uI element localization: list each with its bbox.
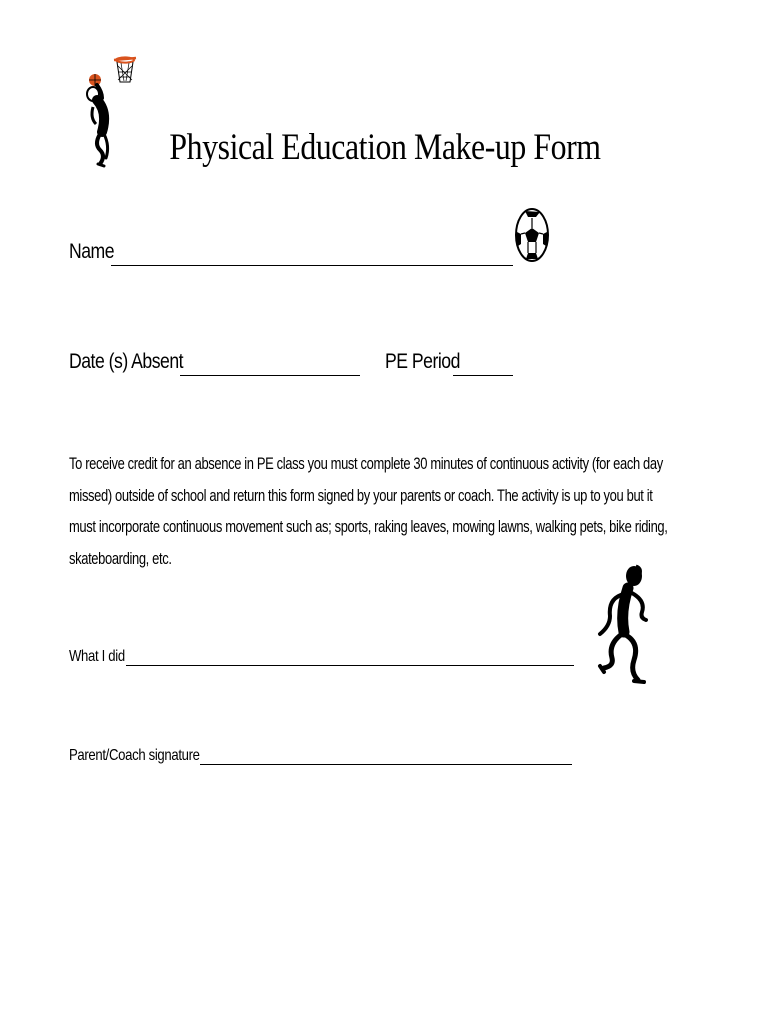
what-i-did-label: What I did [69,648,125,665]
signature-line[interactable] [200,764,572,765]
runner-icon [590,562,654,688]
name-label: Name [69,240,115,263]
instructions-line: missed) outside of school and return this form signed by your parents or coach. The activity is up to you but it [69,486,653,505]
page-title: Physical Education Make-up Form [169,127,601,168]
date-absent-label: Date (s) Absent [69,350,184,373]
pe-period-line[interactable] [453,375,513,376]
soccer-ball-icon [515,208,551,264]
instructions-line: To receive credit for an absence in PE class you must complete 30 minutes of continuous activity (for each day [69,455,663,473]
instructions-text [69,449,677,575]
signature-label: Parent/Coach signature [69,747,200,764]
instructions-line: must incorporate continuous movement such as; sports, raking leaves, mowing lawns, walking pets, bike riding, [69,518,668,536]
date-absent-line[interactable] [180,375,360,376]
what-i-did-line[interactable] [126,665,574,666]
instructions-line: skateboarding, etc. [69,549,172,568]
pe-period-label: PE Period [385,350,460,373]
name-line[interactable] [111,265,513,266]
